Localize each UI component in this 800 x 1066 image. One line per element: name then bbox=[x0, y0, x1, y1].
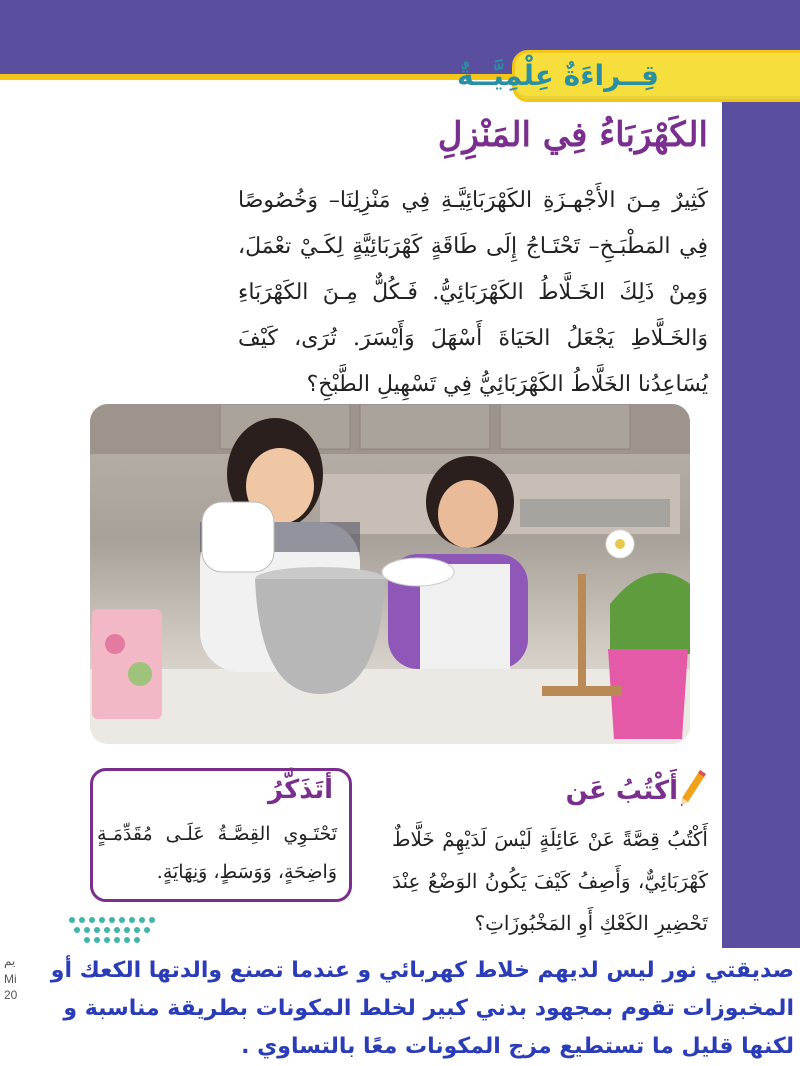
student-answer: صديقتي نور ليس لديهم خلاط كهربائي و عندما تصنع والدتها الكعك أو المخبوزات تقوم بمجهود بدني كبير لخلط المكونات بطريقة مناسبة و لكنها قليل ما تستطيع مزج المكونات معًا بالتساوي . bbox=[50, 958, 794, 1059]
section-tab bbox=[457, 50, 800, 102]
pencil-icon bbox=[678, 768, 708, 808]
section-label: قِــراءَةٌ عِلْمِيَّــةٌ bbox=[457, 59, 659, 92]
edge-text-top: يم bbox=[4, 954, 16, 968]
right-side-bar bbox=[722, 74, 800, 1065]
kitchen-illustration bbox=[90, 404, 690, 744]
kitchen-photo bbox=[90, 404, 690, 744]
edge-text-bottom: 20 bbox=[4, 988, 18, 1002]
remember-text: تَحْتَـوِي القِصَّـةُ عَلَـى مُقَدِّمَـةٍ وَاضِحَةٍ، وَوَسَطٍ، وَنِهَايَةٍ. bbox=[97, 823, 337, 883]
write-prompt: أَكْتُبُ قِصَّةً عَنْ عَائِلَةٍ لَيْسَ لَدَيْهِمْ خَلَّاطٌ كَهْرَبَائِيٌّ، وَأَصِفُ كَيْفَ يَكُونُ الوَضْعُ عِنْدَ تَحْضِيرِ الكَعْكِ أَوِ المَخْبُوزَاتِ؟ bbox=[392, 827, 708, 935]
remember-box bbox=[90, 768, 352, 902]
remember-title: أَتَذَكَّرُ bbox=[268, 775, 333, 805]
article-paragraph: كَثِيرٌ مِـنَ الأَجْهـزَةِ الكَهْرَبَائِيَّـةِ فِي مَنْزِلِنَا– وَخُصُوصًا فِي المَطْبَـخِ– تَحْتَـاجُ إِلَى طَاقَةٍ كَهْرَبَائِيَّةٍ لِكَـيْ تعْمَلَ، وَمِنْ ذَلِكَ الخَـلَّاطُ الكَهْرَبَائِيُّ. فَـكُلٌّ مِـنَ الكَهْرَبَاءِ وَالخَـلَّاطِ يَجْعَلُ الحَيَاةَ أَسْهَلَ وَأَيْسَرَ. تُرَى، كَيْفَ يُسَاعِدُنا الخَلَّاطُ الكَهْرَبَائِيُّ فِي تَسْهِيلِ الطَّبْخِ؟ bbox=[238, 188, 708, 397]
write-heading: أَكْتُبُ عَن bbox=[565, 776, 678, 806]
edge-text-mid: Mi bbox=[4, 972, 17, 986]
vision-logo-icon bbox=[62, 910, 172, 950]
article-title: الكَهْرَبَاءُ فِي المَنْزِلِ bbox=[437, 115, 708, 155]
